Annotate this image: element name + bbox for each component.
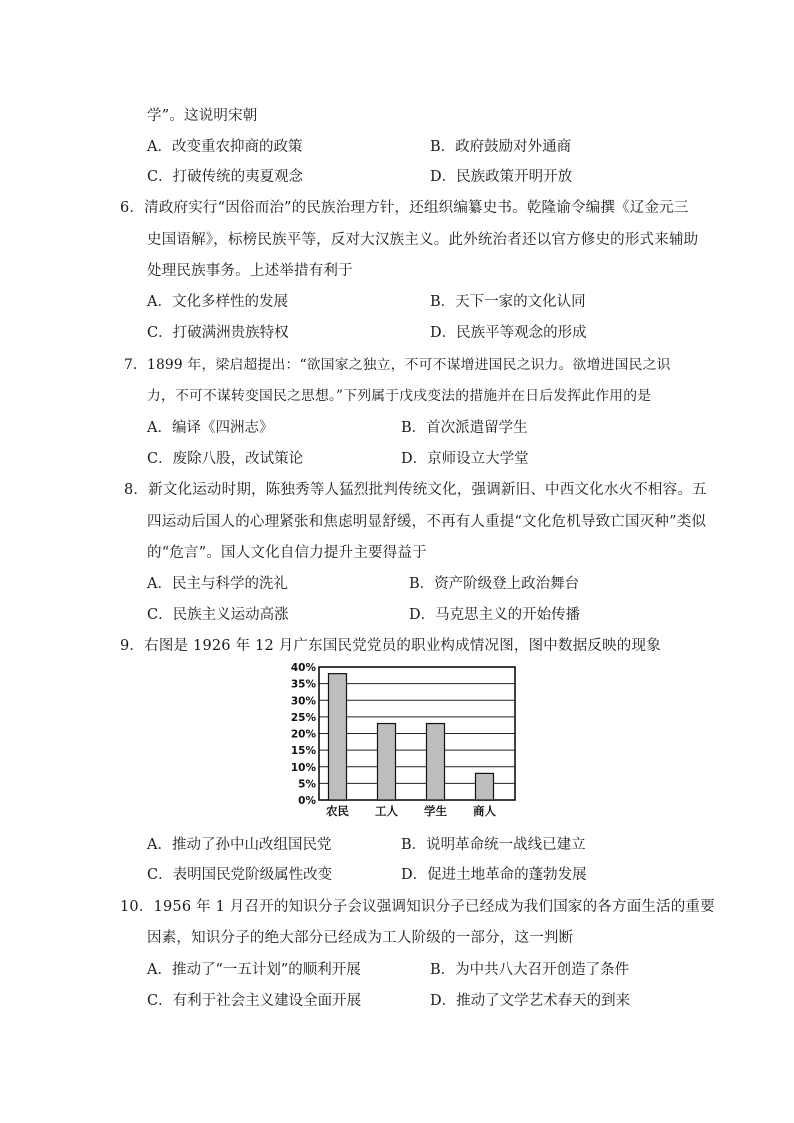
q7-stem-line-1: 7．1899 年，梁启超提出：“欲国家之独立，不可不谋增进国民之识力。欲增进国民之识 — [124, 357, 671, 373]
q9-option-c[interactable]: C．表明国民党阶级属性改变 — [147, 867, 333, 883]
q8-option-a[interactable]: A．民主与科学的洗礼 — [147, 576, 288, 592]
chart-category-label: 商人 — [473, 804, 496, 818]
chart-category-label: 工人 — [375, 804, 398, 818]
q6-option-b[interactable]: B．天下一家的文化认同 — [430, 294, 586, 310]
q5-option-c[interactable]: C．打破传统的夷夏观念 — [147, 169, 304, 185]
q6-stem-line-1: 6．清政府实行“因俗而治”的民族治理方针，还组织编纂史书。乾隆谕令编撰《辽金元三 — [120, 200, 689, 216]
q5-option-a[interactable]: A．改变重农抑商的政策 — [147, 139, 303, 155]
q8-option-b[interactable]: B．资产阶级登上政治舞台 — [409, 576, 580, 592]
q10-option-a[interactable]: A．推动了“一五计划”的顺利开展 — [147, 962, 361, 978]
q7-stem-line-2: 力，不可不谋转变国民之思想。”下列属于戊戌变法的措施并在日后发挥此作用的是 — [147, 388, 652, 404]
party-occupation-bar-chart — [283, 660, 523, 822]
q10-option-d[interactable]: D．推动了文学艺术春天的到来 — [430, 993, 631, 1009]
chart-bar — [329, 674, 347, 800]
chart-ytick-label: 5% — [298, 778, 316, 791]
chart-category-label: 农民 — [326, 804, 349, 818]
q9-option-a[interactable]: A．推动了孙中山改组国民党 — [147, 837, 332, 853]
q6-option-a[interactable]: A．文化多样性的发展 — [147, 294, 288, 310]
q8-stem-line-2: 四运动后国人的心理紧张和焦虑明显舒缓，不再有人重提“文化危机导致亡国灭种”类似 — [147, 514, 707, 530]
chart-ytick-label: 30% — [290, 695, 316, 708]
chart-bar — [427, 724, 445, 800]
chart-bar — [476, 773, 494, 800]
chart-ytick-label: 0% — [298, 795, 316, 807]
q10-stem-line-2: 因素，知识分子的绝大部分已经成为工人阶级的一部分，这一判断 — [147, 930, 574, 946]
chart-ytick-label: 10% — [290, 761, 316, 774]
q6-option-d[interactable]: D．民族平等观念的形成 — [430, 325, 587, 341]
q5-option-d[interactable]: D．民族政策开明开放 — [430, 169, 573, 185]
q8-option-c[interactable]: C．民族主义运动高涨 — [147, 607, 289, 623]
q9-option-d[interactable]: D．促进土地革命的蓬勃发展 — [401, 867, 587, 883]
q6-stem-line-2: 史国语解》，标榜民族平等，反对大汉族主义。此外统治者还以官方修史的形式来辅助 — [147, 232, 699, 248]
chart-svg — [283, 660, 523, 822]
q8-option-d[interactable]: D．马克思主义的开始传播 — [409, 607, 581, 623]
q5-tail: 学”。这说明宋朝 — [147, 108, 258, 124]
q9-option-b[interactable]: B．说明革命统一战线已建立 — [401, 837, 586, 853]
q8-stem-line-1: 8．新文化运动时期，陈独秀等人猛烈批判传统文化，强调新旧、中西文化水火不相容。五 — [124, 482, 707, 498]
chart-ytick-label: 40% — [290, 662, 316, 674]
chart-ytick-label: 35% — [290, 678, 316, 691]
chart-ytick-label: 15% — [290, 745, 316, 758]
chart-bar — [378, 724, 396, 800]
q7-option-a[interactable]: A．编译《四洲志》 — [147, 420, 274, 436]
q8-stem-line-3: 的“危言”。国人文化自信力提升主要得益于 — [147, 545, 427, 561]
q6-stem-line-3: 处理民族事务。上述举措有利于 — [147, 263, 353, 279]
q6-option-c[interactable]: C．打破满洲贵族特权 — [147, 325, 289, 341]
q10-option-c[interactable]: C．有利于社会主义建设全面开展 — [147, 993, 362, 1009]
q7-option-d[interactable]: D．京师设立大学堂 — [401, 451, 529, 467]
q5-option-b[interactable]: B．政府鼓励对外通商 — [430, 139, 572, 155]
q7-option-b[interactable]: B．首次派遣留学生 — [401, 420, 528, 436]
q7-option-c[interactable]: C．废除八股，改试策论 — [147, 451, 304, 467]
chart-ytick-label: 25% — [290, 711, 316, 724]
q9-stem-line-1: 9．右图是 1926 年 12 月广东国民党党员的职业构成情况图，图中数据反映的现象 — [120, 638, 661, 654]
q10-stem-line-1: 10．1956 年 1 月召开的知识分子会议强调知识分子已经成为我们国家的各方面生活的重要 — [120, 899, 715, 915]
chart-ytick-label: 20% — [290, 728, 316, 741]
chart-category-label: 学生 — [424, 804, 447, 818]
q10-option-b[interactable]: B．为中共八大召开创造了条件 — [430, 962, 630, 978]
